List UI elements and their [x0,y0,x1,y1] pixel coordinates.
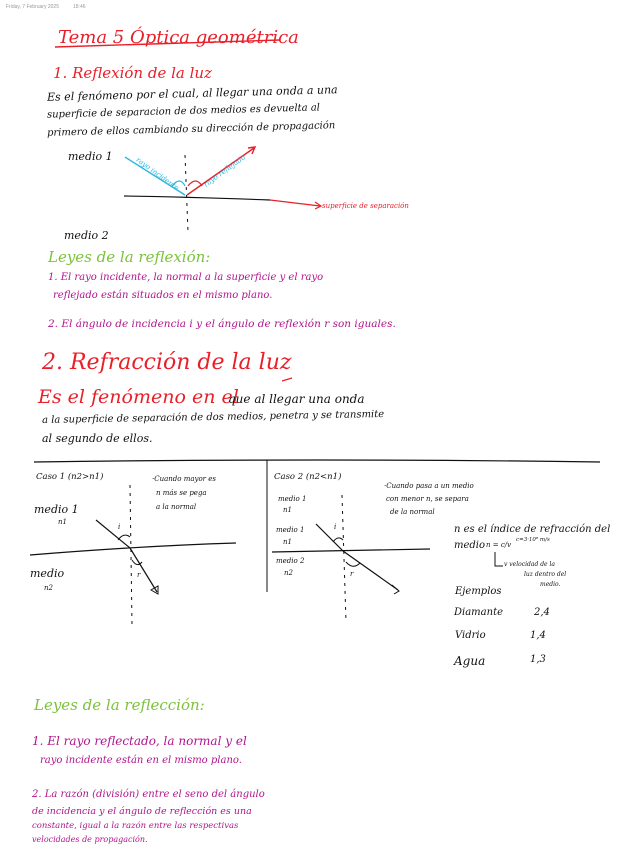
example-value-1: 2,4 [534,607,550,618]
section2-heading: 2. Refracción de la luz [42,350,292,375]
case2-title: Caso 2 (n2<n1) [274,472,342,482]
example-value-3: 1,3 [530,654,546,665]
case1-n2-label: n2 [44,584,53,592]
page-title: Tema 5 Óptica geométrica [58,27,299,48]
index-v-note-line2: luz dentro del [524,571,567,578]
section2-definition-line1: que al llegar una onda [228,392,365,406]
section2-law2-line2: de incidencia y el ángulo de reflección es una [32,806,252,817]
section2-law2-line4: velocidades de propagación. [32,835,148,844]
case2-note-line1: ·Cuando pasa a un medio [384,482,474,490]
section1-laws-heading: Leyes de la reflexión: [48,248,211,266]
note-date: Friday, 7 February 2025 [6,4,59,10]
case1-note-line1: ·Cuando mayor es [152,475,216,483]
section2-law1-line2: rayo incidente están en el mismo plano. [40,755,242,766]
case1-title: Caso 1 (n2>n1) [36,472,104,482]
section1-law1-line2: reflejado están situados en el mismo plano. [53,290,273,301]
index-v-note-line1: v velocidad de la [504,561,556,568]
case1-medio2-label: medio [30,567,65,580]
reflected-ray-label: rayo reflejado [202,153,247,189]
example-name-2: Vidrio [455,630,486,641]
section1-definition-line2: superficie de separacion de dos medios es devuelta al [46,102,321,121]
reflection-diagram [124,147,321,232]
index-c-value: c=3·10⁸ m/s [516,537,550,543]
section2-law2-line1: 2. La razón (división) entre el seno del ángulo [32,789,265,800]
section2-definition-line2: a la superficie de separación de dos medios, penetra y se transmite [41,409,385,426]
section2-law1-line1: 1. El rayo reflectado, la normal y el [32,734,247,748]
case2-note-line2: con menor n, se separa [386,495,469,503]
section1-law2: 2. El ángulo de incidencia i y el ángulo de reflexión r son iguales. [48,318,396,330]
case2-angle-i: i [334,523,337,531]
case2-medio2-label: medio 2 [276,557,305,565]
index-v-note-line3: medio. [540,581,561,588]
case1-angle-i: i [118,523,121,531]
note-time: 18:46 [73,4,86,10]
section2-definition-line3: al segundo de ellos. [42,432,153,445]
case1-medio1-label: medio 1 [34,503,79,516]
case2-note-line3: de la normal [390,508,435,516]
case2-medio1-top-label: medio 1 [278,495,307,503]
section1-heading: 1. Reflexión de la luz [53,64,212,82]
examples-heading: Ejemplos [455,586,502,597]
example-name-1: Diamante [454,607,503,618]
section-divider [34,460,600,462]
index-line1: n es el índice de refracción del [454,524,611,535]
surface-label: superficie de separación [322,202,409,210]
case1-n1-label: n1 [58,518,67,526]
title-underline [55,40,280,47]
case2-angle-r: r [350,570,354,578]
separation-surface [124,196,270,200]
case2-n2-label: n2 [284,569,293,577]
section2-law2-line3: constante, igual a la razón entre las respectivas [32,821,239,831]
case2-n1-label: n1 [283,538,292,546]
diagram-medio2-label: medio 2 [64,229,109,242]
section1-definition-line3: primero de ellos cambiando su dirección de propagación [46,120,336,139]
section2-laws-heading: Leyes de la reflección: [34,696,205,714]
section1-definition-line1: Es el fenómeno por el cual, al llegar una onda a una [46,83,338,104]
surface-pointer [270,200,320,206]
example-value-2: 1,4 [530,630,546,641]
case1-angle-r: r [137,571,141,579]
index-line2: medio [454,540,486,551]
example-name-3: Agua [454,654,486,668]
case1-note-line3: a la normal [156,503,197,511]
case2-n1-top-label: n1 [283,506,292,514]
index-formula: n = c/v [486,541,512,549]
section1-law1-line1: 1. El rayo incidente, la normal a la superficie y el rayo [48,272,324,283]
section2-definition-red: Es el fenómeno en el [38,386,239,408]
normal-line [185,155,188,232]
case2-medio1-label: medio 1 [276,526,305,534]
incident-ray-label: rayo incidente [134,155,181,193]
diagram-medio1-label: medio 1 [68,150,113,163]
case1-note-line2: n más se pega [156,489,207,497]
